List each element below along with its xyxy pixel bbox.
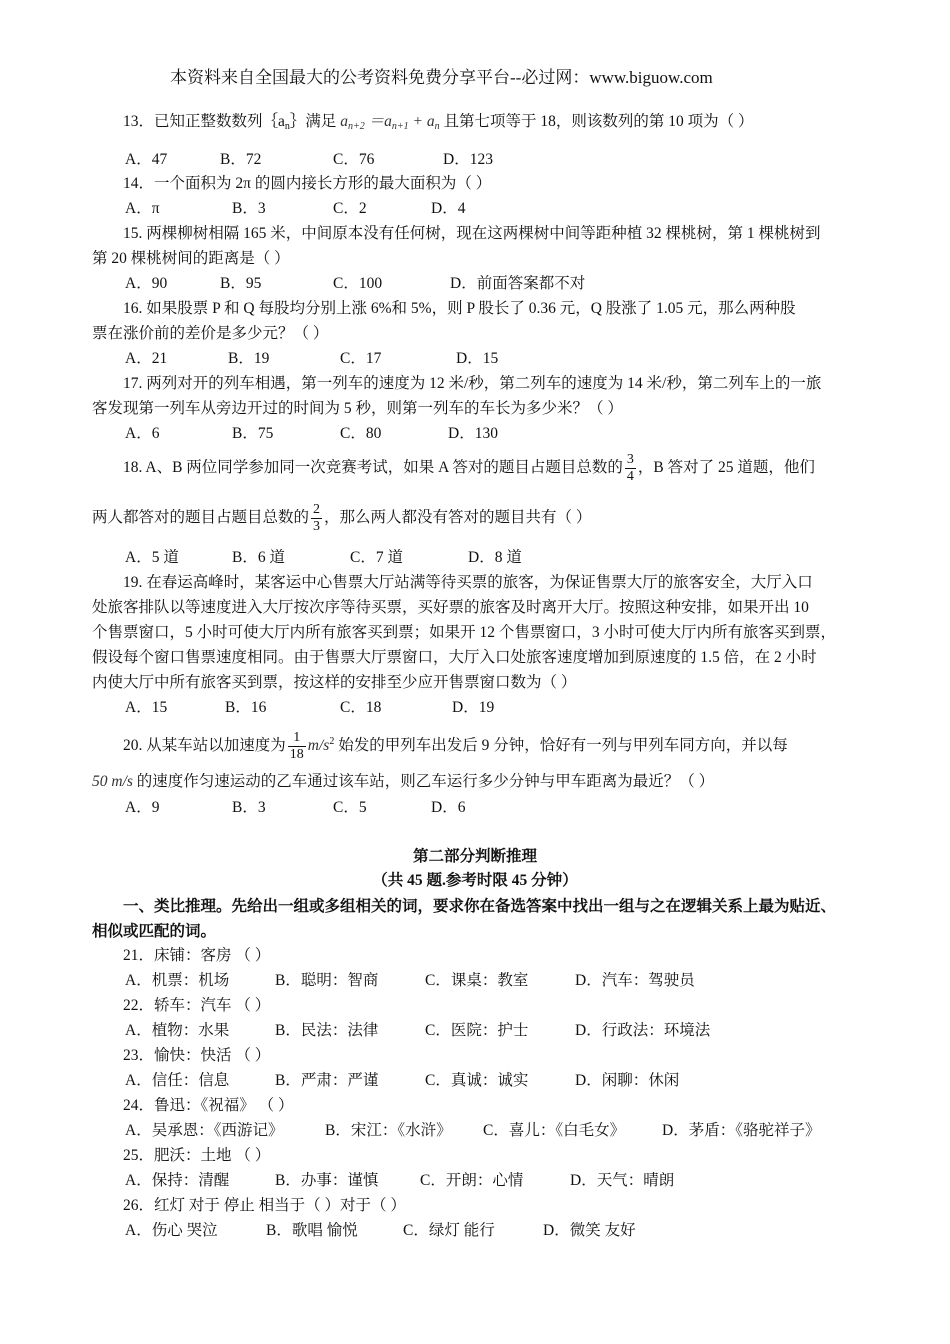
question-19-line1: 19. 在春运高峰时，某客运中心售票大厅站满等待买票的旅客，为保证售票大厅的旅客安全，大厅入口 (123, 574, 813, 591)
q18-line2b: ，那么两人都没有答对的题目共有（ ） (324, 509, 592, 526)
question-21: 21．床铺：客房 （ ） (123, 947, 271, 964)
question-18-line1 (123, 450, 815, 486)
q13-s1: n+2 (348, 121, 365, 132)
q14-option-a: A．π (125, 200, 160, 217)
q13-option-d: D．123 (443, 151, 493, 168)
q13-eq: ＝ (368, 113, 385, 130)
q13-mid: ｝满足 (289, 113, 337, 130)
q18-f2-num: 2 (313, 501, 321, 517)
q18-line2a: 两人都答对的题目占题目总数的 (92, 509, 310, 526)
q20-option-b: B．3 (232, 799, 266, 816)
q15-option-d: D．前面答案都不对 (450, 275, 586, 292)
q18-option-a: A．5 道 (125, 549, 179, 566)
q17-option-c: C．80 (340, 425, 382, 442)
q13-s3: n (434, 121, 440, 132)
q20-option-c: C．5 (333, 799, 367, 816)
question-19-line4: 假设每个窗口售票速度相同。由于售票大厅票窗口，大厅入口处旅客速度增加到原速度的 1.5 倍，在 2 小时 (92, 649, 817, 666)
q21-option-d: D．汽车：驾驶员 (575, 972, 695, 989)
q18-f1-num: 3 (626, 451, 634, 467)
q16-option-a: A．21 (125, 350, 168, 367)
question-25: 25．肥沃：土地 （ ） (123, 1147, 271, 1164)
q22-option-a: A．植物：水果 (125, 1022, 230, 1039)
question-13 (123, 112, 754, 137)
q13-option-a: A．47 (125, 151, 168, 168)
q19-option-d: D．19 (452, 699, 495, 716)
q20-f-num: 1 (288, 730, 306, 747)
question-15-line1: 15. 两棵柳树相隔 165 米，中间原本没有任何树，现在这两棵树中间等距种植 32 棵桃树，第 1 棵桃树到 (123, 225, 821, 242)
q16-option-c: C．17 (340, 350, 382, 367)
q17-option-d: D．130 (448, 425, 498, 442)
q13-a3: a (426, 113, 435, 130)
q18-fraction-2-3 (311, 502, 322, 535)
q15-option-b: B．95 (220, 275, 262, 292)
q18-f1-den: 4 (626, 468, 634, 484)
q18-line1a: 18. A、B 两位同学参加同一次竞赛考试，如果 A 答对的题目占题目总数的 (123, 459, 623, 476)
q23-option-c: C．真诚：诚实 (425, 1072, 529, 1089)
part2-instruction-line1: 一、类比推理。先给出一组或多组相关的词，要求你在备选答案中找出一组与之在逻辑关系上最为贴近、 (123, 898, 837, 915)
question-18-line2 (92, 500, 591, 536)
q19-option-c: C．18 (340, 699, 382, 716)
q13-plus: + (412, 113, 424, 130)
q22-option-b: B．民法：法律 (275, 1022, 379, 1039)
question-22: 22．轿车：汽车 （ ） (123, 997, 271, 1014)
q23-option-a: A．信任：信息 (125, 1072, 230, 1089)
part2-subtitle: （共 45 题.参考时限 45 分钟） (372, 872, 578, 889)
q16-option-d: D．15 (456, 350, 499, 367)
q25-option-d: D．天气：晴朗 (570, 1172, 675, 1189)
q20-line1a: 20. 从某车站以加速度为 (123, 737, 286, 754)
q20-speed: 50 m/s (92, 773, 133, 790)
site-header: 本资料来自全国最大的公考资料免费分享平台--必过网：www.biguow.com (170, 68, 713, 87)
q21-option-a: A．机票：机场 (125, 972, 230, 989)
q23-option-d: D．闲聊：休闲 (575, 1072, 680, 1089)
q19-option-b: B．16 (225, 699, 267, 716)
q13-option-b: B．72 (220, 151, 262, 168)
q13-pre: 13．已知正整数数列｛a (123, 113, 285, 130)
question-17-line1: 17. 两列对开的列车相遇，第一列车的速度为 12 米/秒，第二列车的速度为 14 米/秒，第二列车上的一旅 (123, 375, 822, 392)
q20-unit: m/s (307, 737, 330, 754)
q18-f2-den: 3 (313, 518, 321, 534)
question-14: 14．一个面积为 2π 的圆内接长方形的最大面积为（ ） (123, 175, 492, 192)
q20-line2-text: 的速度作匀速运动的乙车通过该车站，则乙车运行多少分钟与甲车距离为最近？（ ） (136, 773, 715, 790)
question-19-line2: 处旅客排队以等速度进入大厅按次序等待买票，买好票的旅客及时离开大厅。按照这种安排，如果开出 10 (92, 599, 809, 616)
q20-line1b: 始发的甲列车出发后 9 分钟，恰好有一列与甲列车同方向，并以每 (338, 737, 788, 754)
q24-option-a: A．吴承恩：《西游记》 (125, 1122, 284, 1139)
q24-option-c: C．喜儿：《白毛女》 (483, 1122, 626, 1139)
q13-option-c: C．76 (333, 151, 375, 168)
q20-option-d: D．6 (431, 799, 466, 816)
q13-a1: a (340, 113, 349, 130)
q26-option-b: B．歌唱 愉悦 (266, 1222, 358, 1239)
part2-title: 第二部分判断推理 (412, 848, 537, 865)
question-23: 23．愉快：快活 （ ） (123, 1047, 271, 1064)
q20-sq: 2 (329, 736, 335, 747)
q19-option-a: A．15 (125, 699, 168, 716)
q22-option-d: D．行政法：环境法 (575, 1022, 711, 1039)
q13-a2: a (384, 113, 392, 130)
q13-s2: n+1 (391, 121, 409, 132)
q17-option-a: A．6 (125, 425, 160, 442)
q13-sub-n: n (284, 121, 290, 132)
question-24: 24．鲁迅：《祝福》 （ ） (123, 1097, 294, 1114)
q22-option-c: C．医院：护士 (425, 1022, 529, 1039)
q18-option-b: B．6 道 (232, 549, 285, 566)
question-19-line3: 个售票窗口，5 小时可使大厅内所有旅客买到票；如果开 12 个售票窗口，3 小时可使大厅内所有旅客买到票， (92, 624, 837, 641)
q15-option-c: C．100 (333, 275, 383, 292)
q14-option-c: C．2 (333, 200, 367, 217)
q25-option-c: C．开朗：心情 (420, 1172, 524, 1189)
q15-option-a: A．90 (125, 275, 168, 292)
part2-instruction-line2: 相似或匹配的词。 (92, 923, 217, 940)
q18-option-c: C．7 道 (350, 549, 403, 566)
q25-option-b: B．办事：谨慎 (275, 1172, 379, 1189)
question-19-line5: 内使大厅中所有旅客买到票，按这样的安排至少应开售票窗口数为（ ） (92, 674, 577, 691)
q20-fraction-1-18 (288, 730, 306, 763)
q25-option-a: A．保持：清醒 (125, 1172, 230, 1189)
question-16-line1: 16. 如果股票 P 和 Q 每股均分别上涨 6%和 5%，则 P 股长了 0.36 元，Q 股涨了 1.05 元，那么两种股 (123, 300, 796, 317)
q18-line1b: ，B 答对了 25 道题，他们 (637, 459, 815, 476)
q20-f-den: 18 (289, 746, 304, 762)
q17-option-b: B．75 (232, 425, 274, 442)
q23-option-b: B．严肃：严谨 (275, 1072, 379, 1089)
q24-option-d: D．茅盾：《骆驼祥子》 (662, 1122, 821, 1139)
question-20-line2 (92, 772, 714, 792)
question-20-line1 (123, 724, 788, 764)
question-17-line2: 客发现第一列车从旁边开过的时间为 5 秒，则第一列车的车长为多少米？（ ） (92, 400, 623, 417)
question-16-line2: 票在涨价前的差价是多少元？（ ） (92, 325, 329, 342)
q26-option-d: D．微笑 友好 (543, 1222, 636, 1239)
q21-option-b: B．聪明：智商 (275, 972, 379, 989)
question-26: 26．红灯 对于 停止 相当于（ ）对于（ ） (123, 1197, 406, 1214)
q14-option-b: B．3 (232, 200, 266, 217)
q20-option-a: A．9 (125, 799, 160, 816)
q13-post: 且第七项等于 18，则该数列的第 10 项为（ ） (443, 113, 754, 130)
q21-option-c: C．课桌：教室 (425, 972, 529, 989)
q14-option-d: D．4 (431, 200, 466, 217)
q16-option-b: B．19 (228, 350, 270, 367)
q26-option-a: A．伤心 哭泣 (125, 1222, 218, 1239)
q18-option-d: D．8 道 (468, 549, 522, 566)
q26-option-c: C．绿灯 能行 (403, 1222, 495, 1239)
q18-fraction-3-4 (625, 452, 636, 485)
q24-option-b: B．宋江：《水浒》 (325, 1122, 452, 1139)
question-15-line2: 第 20 棵桃树间的距离是（ ） (92, 250, 290, 267)
